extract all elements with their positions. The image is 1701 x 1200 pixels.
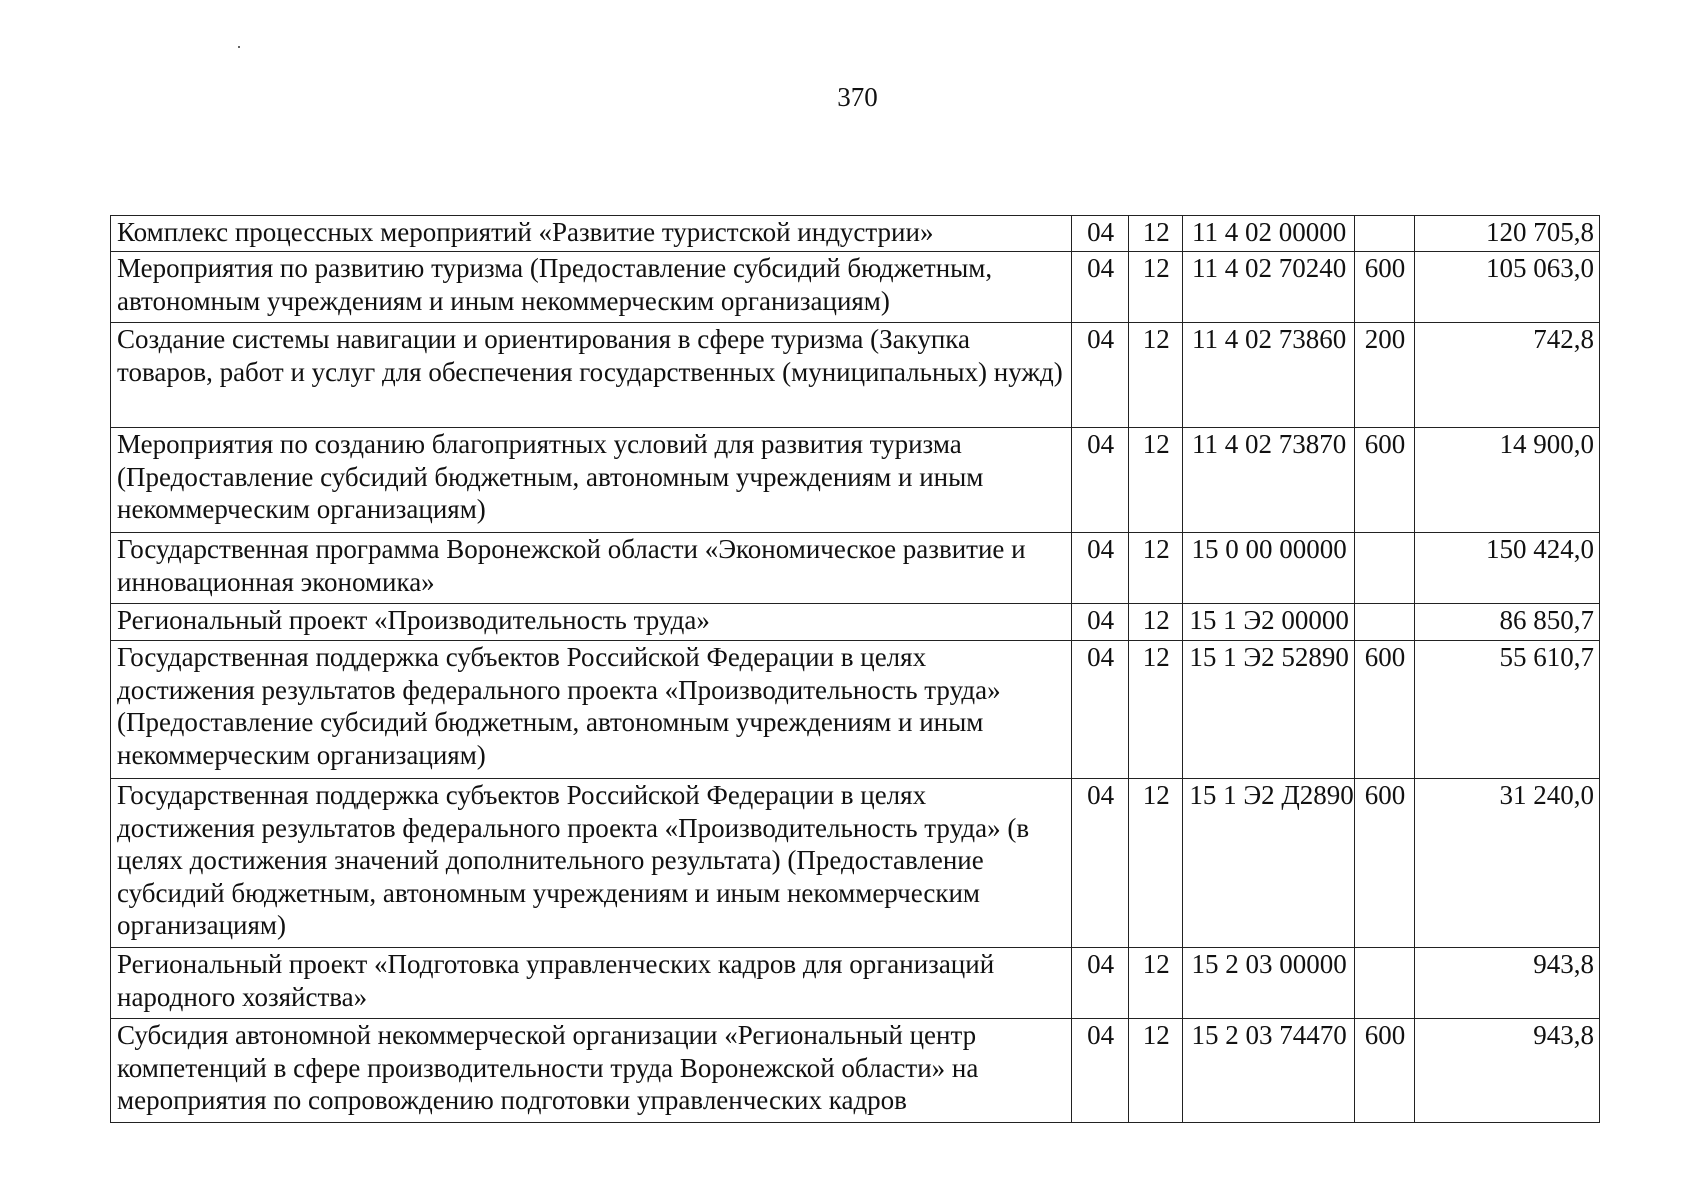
row-subsection-cell: 12 xyxy=(1129,533,1183,604)
row-target-article-cell: 11 4 02 00000 xyxy=(1183,216,1355,252)
row-subsection-cell: 12 xyxy=(1129,779,1183,948)
row-subsection-cell: 12 xyxy=(1129,641,1183,779)
table-row xyxy=(111,216,1600,252)
table-row xyxy=(111,533,1600,604)
row-name-cell: Региональный проект «Производительность труда» xyxy=(111,604,1072,641)
row-expense-type-cell xyxy=(1354,604,1414,641)
row-section-cell: 04 xyxy=(1072,533,1129,604)
row-name-cell: Региональный проект «Подготовка управленческих кадров для организаций народного хозяйства» xyxy=(111,948,1072,1019)
row-amount-cell: 105 063,0 xyxy=(1415,252,1600,323)
row-subsection-cell: 12 xyxy=(1129,948,1183,1019)
row-name-cell: Мероприятия по созданию благоприятных условий для развития туризма (Предоставление субсидий бюджетным, автономным учреждениям и иным некоммерческим организациям) xyxy=(111,428,1072,533)
row-name-cell: Мероприятия по развитию туризма (Предоставление субсидий бюджетным, автономным учреждениям и иным некоммерческим организациям) xyxy=(111,252,1072,323)
row-expense-type-cell: 600 xyxy=(1354,428,1414,533)
row-section-cell: 04 xyxy=(1072,641,1129,779)
scan-speck xyxy=(238,46,240,48)
row-name-cell: Комплекс процессных мероприятий «Развитие туристской индустрии» xyxy=(111,216,1072,252)
row-target-article-cell: 11 4 02 70240 xyxy=(1183,252,1355,323)
row-subsection-cell: 12 xyxy=(1129,252,1183,323)
table-row xyxy=(111,641,1600,779)
row-target-article-cell: 11 4 02 73870 xyxy=(1183,428,1355,533)
row-section-cell: 04 xyxy=(1072,604,1129,641)
row-subsection-cell: 12 xyxy=(1129,428,1183,533)
row-target-article-cell: 15 2 03 00000 xyxy=(1183,948,1355,1019)
row-subsection-cell: 12 xyxy=(1129,216,1183,252)
row-expense-type-cell: 200 xyxy=(1354,323,1414,428)
row-amount-cell: 943,8 xyxy=(1415,1019,1600,1123)
row-section-cell: 04 xyxy=(1072,216,1129,252)
row-amount-cell: 14 900,0 xyxy=(1415,428,1600,533)
table-row xyxy=(111,323,1600,428)
row-section-cell: 04 xyxy=(1072,1019,1129,1123)
page-number: 370 xyxy=(837,82,878,112)
row-section-cell: 04 xyxy=(1072,779,1129,948)
row-target-article-cell: 15 2 03 74470 xyxy=(1183,1019,1355,1123)
row-target-article-cell: 15 1 Э2 52890 xyxy=(1183,641,1355,779)
row-name-cell: Субсидия автономной некоммерческой организации «Региональный центр компетенций в сфере производительности труда Воронежской области» на мероприятия по сопровождению подготовки управленческих кадров xyxy=(111,1019,1072,1123)
table-row xyxy=(111,1019,1600,1123)
row-target-article-cell: 15 1 Э2 00000 xyxy=(1183,604,1355,641)
row-expense-type-cell: 600 xyxy=(1354,252,1414,323)
row-section-cell: 04 xyxy=(1072,948,1129,1019)
table-row xyxy=(111,604,1600,641)
row-amount-cell: 120 705,8 xyxy=(1415,216,1600,252)
row-section-cell: 04 xyxy=(1072,428,1129,533)
row-expense-type-cell: 600 xyxy=(1354,779,1414,948)
budget-table xyxy=(110,215,1600,1123)
row-expense-type-cell: 600 xyxy=(1354,1019,1414,1123)
row-amount-cell: 742,8 xyxy=(1415,323,1600,428)
table-row xyxy=(111,948,1600,1019)
row-target-article-cell: 15 0 00 00000 xyxy=(1183,533,1355,604)
row-amount-cell: 55 610,7 xyxy=(1415,641,1600,779)
row-section-cell: 04 xyxy=(1072,323,1129,428)
row-name-cell: Государственная поддержка субъектов Российской Федерации в целях достижения результатов федерального проекта «Производительность труда» (Предоставление субсидий бюджетным, автономным учреждениям и иным некоммерческим организациям) xyxy=(111,641,1072,779)
row-amount-cell: 943,8 xyxy=(1415,948,1600,1019)
row-amount-cell: 150 424,0 xyxy=(1415,533,1600,604)
row-subsection-cell: 12 xyxy=(1129,1019,1183,1123)
budget-table-body xyxy=(111,216,1600,1123)
table-row xyxy=(111,779,1600,948)
row-target-article-cell: 15 1 Э2 Д2890 xyxy=(1183,779,1355,948)
table-row xyxy=(111,428,1600,533)
table-row xyxy=(111,252,1600,323)
row-name-cell: Государственная поддержка субъектов Российской Федерации в целях достижения результатов федерального проекта «Производительность труда» (в целях достижения значений дополнительного результата) (Предоставление субсидий бюджетным, автономным учреждениям и иным некоммерческим организациям) xyxy=(111,779,1072,948)
row-expense-type-cell xyxy=(1354,948,1414,1019)
row-name-cell: Создание системы навигации и ориентирования в сфере туризма (Закупка товаров, работ и услуг для обеспечения государственных (муниципальных) нужд) xyxy=(111,323,1072,428)
row-subsection-cell: 12 xyxy=(1129,323,1183,428)
row-amount-cell: 86 850,7 xyxy=(1415,604,1600,641)
row-target-article-cell: 11 4 02 73860 xyxy=(1183,323,1355,428)
row-subsection-cell: 12 xyxy=(1129,604,1183,641)
row-name-cell: Государственная программа Воронежской области «Экономическое развитие и инновационная экономика» xyxy=(111,533,1072,604)
row-expense-type-cell xyxy=(1354,216,1414,252)
row-amount-cell: 31 240,0 xyxy=(1415,779,1600,948)
row-section-cell: 04 xyxy=(1072,252,1129,323)
row-expense-type-cell: 600 xyxy=(1354,641,1414,779)
row-expense-type-cell xyxy=(1354,533,1414,604)
